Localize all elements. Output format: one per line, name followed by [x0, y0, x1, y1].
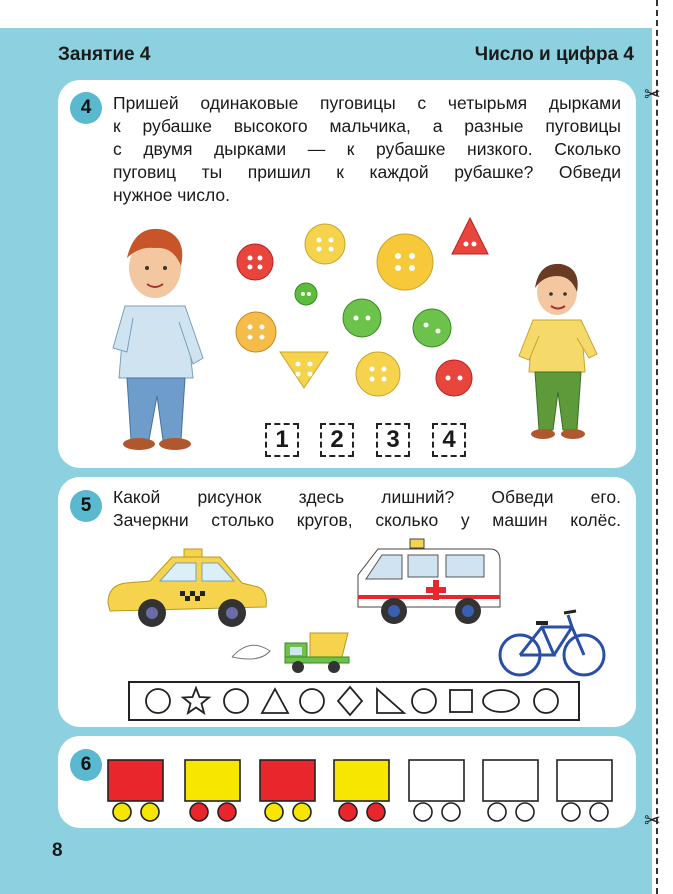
wagons-row	[105, 758, 625, 828]
cut-line	[656, 0, 658, 894]
wagon-empty-3	[557, 760, 612, 821]
taxi-illustration[interactable]	[100, 545, 275, 635]
short-boy-illustration	[515, 258, 600, 448]
scissors-icon: ✂	[644, 810, 661, 832]
scissors-icon: ✂	[644, 84, 661, 106]
shape-circle	[224, 689, 248, 713]
task-4-text	[113, 92, 621, 207]
choice-box-2[interactable]: 2	[320, 423, 354, 457]
task-4-line: нужное число.	[113, 185, 230, 205]
wagon-red-1	[108, 760, 163, 821]
button-green	[343, 299, 381, 337]
task-4-line: к рубашке высокого мальчика, а разные пуговицы	[113, 116, 621, 136]
task-5-line: Зачеркни столько кругов, сколько у машин колёс.	[113, 510, 621, 530]
topic-title: Число и цифра 4	[474, 44, 634, 65]
shape-right-triangle	[377, 689, 404, 713]
shape-circle	[300, 689, 324, 713]
choice-box-3[interactable]: 3	[376, 423, 410, 457]
task-4-badge: 4	[70, 92, 102, 124]
task-6-badge: 6	[70, 749, 102, 781]
bicycle-illustration[interactable]	[496, 605, 608, 677]
button-yellow	[305, 224, 345, 264]
button-red	[237, 244, 273, 280]
shape-circle	[412, 689, 436, 713]
tall-boy-illustration	[105, 218, 215, 458]
task-4-line: пуговиц ты пришил к каждой рубашке? Обведи	[113, 162, 621, 182]
choice-box-4[interactable]: 4	[432, 423, 466, 457]
task-5-badge: 5	[70, 490, 102, 522]
button-orange	[236, 312, 276, 352]
buttons-illustration	[230, 218, 490, 393]
task-5-line: Какой рисунок здесь лишний? Обведи его.	[113, 487, 621, 507]
toy-truck-illustration[interactable]	[230, 627, 355, 677]
shapes-row	[128, 681, 580, 721]
task-4-line: Пришей одинаковые пуговицы с четырьмя дырками	[113, 93, 621, 113]
wagon-yellow-2	[334, 760, 389, 821]
task-4-line: с двумя дырками — к рубашке низкого. Сколько	[113, 139, 621, 159]
shape-circle	[534, 689, 558, 713]
lesson-title: Занятие 4	[58, 44, 151, 65]
ambulance-illustration[interactable]	[350, 535, 510, 630]
button-red-triangle	[452, 218, 488, 254]
button-red-bottom	[436, 360, 472, 396]
shape-square	[450, 690, 472, 712]
shape-rhombus	[338, 687, 362, 715]
shape-triangle	[262, 689, 288, 713]
button-yellow-large	[377, 234, 433, 290]
wagon-empty-1	[409, 760, 464, 821]
wagon-yellow-1	[185, 760, 240, 821]
task-5-text	[113, 486, 621, 532]
shape-star	[183, 688, 209, 713]
wagon-red-2	[260, 760, 315, 821]
shape-oval	[483, 690, 519, 712]
header	[0, 38, 652, 72]
button-yellow-bottom	[356, 352, 400, 396]
shape-circle	[146, 689, 170, 713]
page-number: 8	[52, 840, 63, 861]
choice-box-1[interactable]: 1	[265, 423, 299, 457]
wagon-empty-2	[483, 760, 538, 821]
button-green-small	[295, 283, 317, 305]
button-green-right	[413, 309, 451, 347]
button-yellow-triangle	[280, 352, 328, 388]
